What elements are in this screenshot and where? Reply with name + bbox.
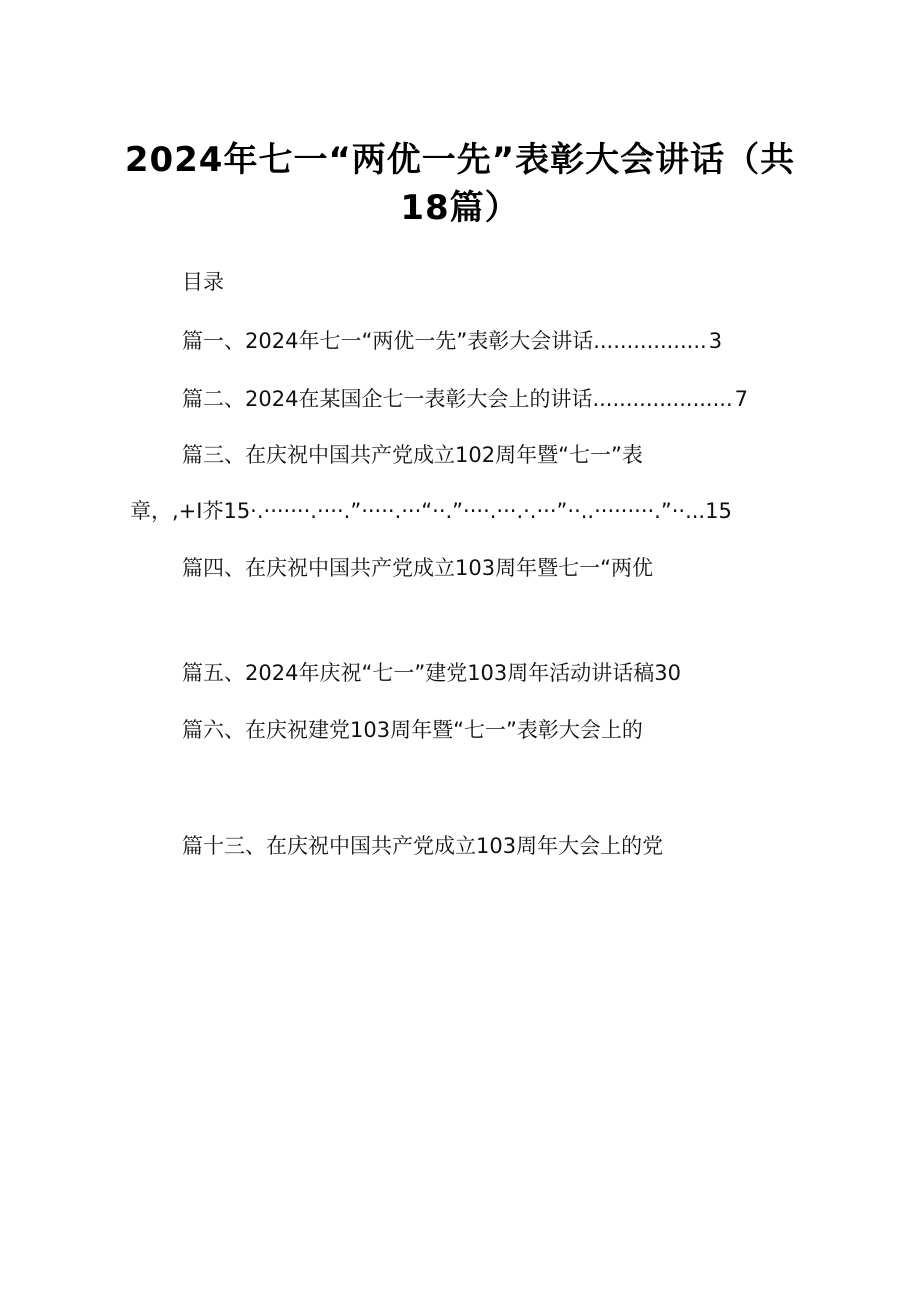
toc-entry-title: 篇一、2024年七一“两优一先”表彰大会讲话 bbox=[182, 329, 594, 353]
toc-entry-2[interactable] bbox=[182, 383, 748, 413]
toc-entry-1[interactable] bbox=[182, 325, 722, 355]
toc-page-number: 3 bbox=[708, 329, 723, 353]
document-title-line1: 2024年七一“两优一先”表彰大会讲话（共 bbox=[124, 140, 796, 180]
toc-entry-4[interactable]: 篇四、在庆祝中国共产党成立103周年暨七一“两优 bbox=[182, 556, 653, 580]
toc-heading: 目录 bbox=[182, 270, 224, 294]
toc-entry-title: 篇二、2024在某国企七一表彰大会上的讲话 bbox=[182, 387, 593, 411]
toc-entry-3[interactable]: 篇三、在庆祝中国共产党成立102周年暨“七一”表 bbox=[182, 443, 643, 467]
toc-entry-13[interactable]: 篇十三、在庆祝中国共产党成立103周年大会上的党 bbox=[182, 834, 664, 858]
toc-entry-5[interactable]: 篇五、2024年庆祝“七一”建党103周年活动讲话稿30 bbox=[182, 661, 682, 685]
toc-entry-6[interactable]: 篇六、在庆祝建党103周年暨“七一”表彰大会上的 bbox=[182, 718, 643, 742]
toc-leader-dots: ..................... bbox=[592, 387, 733, 411]
toc-leader-dots: ................. bbox=[593, 329, 707, 353]
toc-page-number: 7 bbox=[734, 387, 749, 411]
toc-entry-3-continuation[interactable]: 章，,+I芥15·.·······.····.”·····.···“··.”····.···.·.···”··..·········.”··...15 bbox=[130, 499, 732, 523]
document-title-line2: 18篇） bbox=[400, 188, 520, 228]
